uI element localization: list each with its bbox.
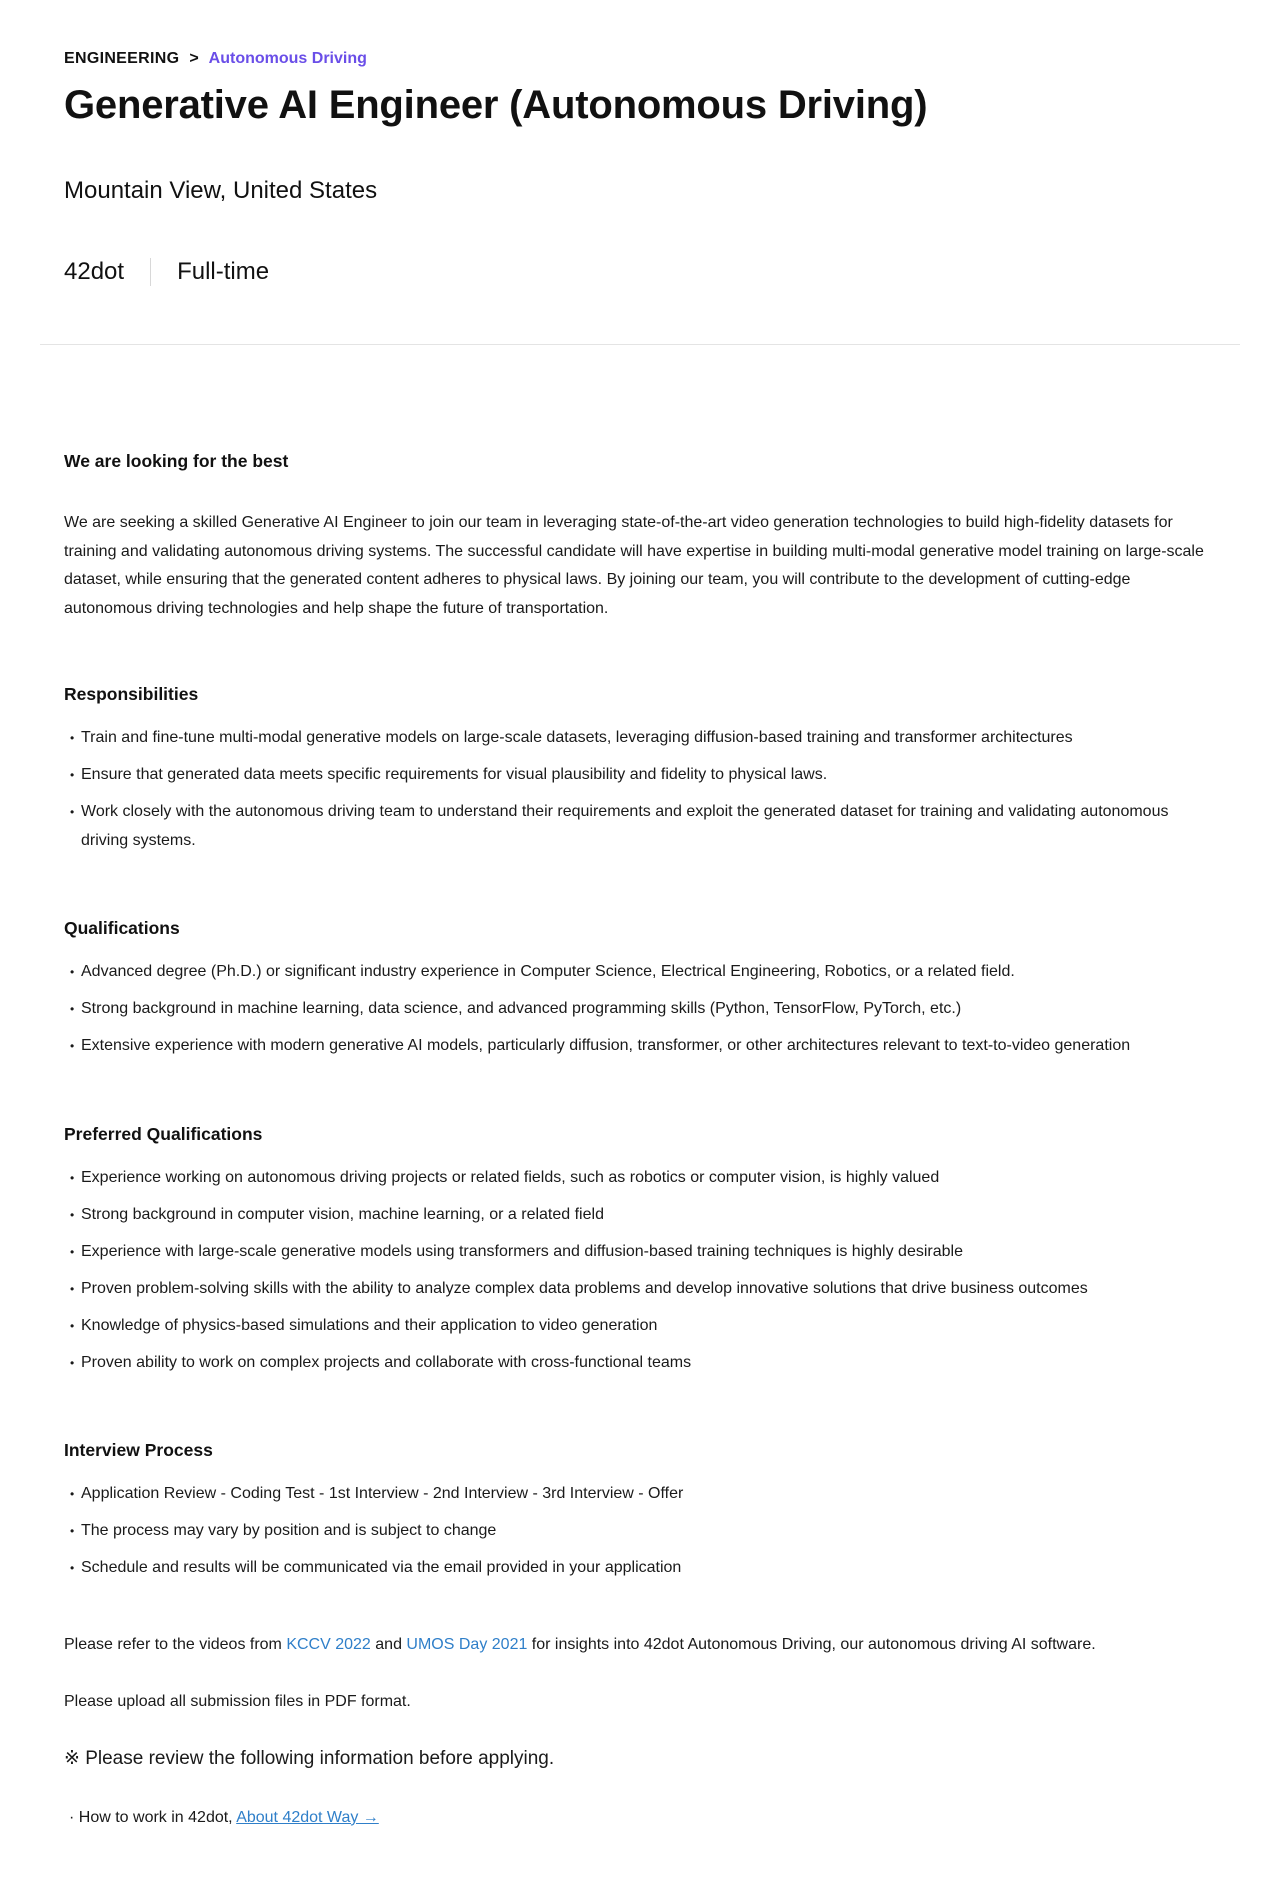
list-item: • Strong background in computer vision, machine learning, or a related field <box>64 1201 1214 1230</box>
videos-middle: and <box>370 1635 407 1653</box>
list-item: • Proven problem-solving skills with the ability to analyze complex data problems and develop innovative solutions that drive business outcomes <box>64 1275 1214 1304</box>
interview-process-list <box>64 1480 1214 1583</box>
responsibilities-heading: Responsibilities <box>64 684 199 704</box>
list-item: • Experience working on autonomous driving projects or related fields, such as robotics or computer vision, is highly valued <box>64 1164 1214 1193</box>
list-item: • Proven ability to work on complex projects and collaborate with cross-functional teams <box>64 1349 1214 1378</box>
intro-heading: We are looking for the best <box>64 451 289 471</box>
meta-divider <box>150 258 151 286</box>
job-description <box>64 448 1214 1832</box>
qualifications-section <box>64 915 1214 1061</box>
list-item: • Work closely with the autonomous driving team to understand their requirements and exploit the generated dataset for training and validating autonomous driving systems. <box>64 798 1214 855</box>
responsibilities-list <box>64 724 1214 855</box>
kccv-video-link[interactable]: KCCV 2022 <box>286 1635 371 1653</box>
list-item: • Schedule and results will be communicated via the email provided in your application <box>64 1554 1214 1583</box>
qualifications-heading: Qualifications <box>64 918 180 938</box>
breadcrumb <box>64 48 1214 70</box>
preferred-qualifications-heading: Preferred Qualifications <box>64 1123 263 1144</box>
preferred-qualifications-section <box>64 1121 1214 1378</box>
list-item: • The process may vary by position and is subject to change <box>64 1517 1214 1546</box>
job-meta <box>64 257 1214 287</box>
qualifications-list <box>64 958 1214 1061</box>
responsibilities-section <box>64 681 1214 855</box>
howto-prefix: · How to work in 42dot, <box>69 1808 237 1826</box>
umos-video-link[interactable]: UMOS Day 2021 <box>406 1635 528 1653</box>
breadcrumb-category[interactable]: ENGINEERING <box>64 50 180 67</box>
list-item: • Experience with large-scale generative models using transformers and diffusion-based training techniques is highly desirable <box>64 1238 1214 1267</box>
job-header <box>64 48 1214 287</box>
job-location: Mountain View, United States <box>64 177 378 204</box>
review-notice: ※ Please review the following information before applying. <box>64 1747 555 1769</box>
videos-suffix: for insights into 42dot Autonomous Driving, our autonomous driving AI software. <box>527 1635 1096 1653</box>
page-title: Generative AI Engineer (Autonomous Driving) <box>64 83 928 127</box>
breadcrumb-team[interactable]: Autonomous Driving <box>208 50 367 67</box>
howto-line <box>64 1804 1214 1832</box>
breadcrumb-separator: > <box>189 50 199 67</box>
intro-body: We are seeking a skilled Generative AI Engineer to join our team in leveraging state-of-the-art video generation technologies to build high-fidelity datasets for training and validating autonomous driving systems. The successful candidate will have expertise in building multi-modal generative model training on large-scale dataset, while ensuring that the generated content adheres to physical laws. By joining our team, you will contribute to the development of cutting-edge autonomous driving technologies and help shape the future of transportation. <box>64 514 1204 617</box>
interview-process-section <box>64 1437 1214 1583</box>
list-item: • Extensive experience with modern generative AI models, particularly diffusion, transformer, or other architectures relevant to text-to-video generation <box>64 1032 1214 1061</box>
about-42dot-way-link[interactable]: About 42dot Way → <box>236 1808 379 1826</box>
employment-type: Full-time <box>177 258 270 285</box>
upload-note: Please upload all submission files in PDF format. <box>64 1692 411 1710</box>
intro-section <box>64 448 1214 623</box>
interview-process-heading: Interview Process <box>64 1440 213 1460</box>
videos-prefix: Please refer to the videos from <box>64 1635 287 1653</box>
list-item: • Application Review - Coding Test - 1st Interview - 2nd Interview - 3rd Interview - Offer <box>64 1480 1214 1509</box>
preferred-qualifications-list <box>64 1164 1214 1378</box>
list-item: • Strong background in machine learning, data science, and advanced programming skills (Python, TensorFlow, PyTorch, etc.) <box>64 995 1214 1024</box>
list-item: • Train and fine-tune multi-modal generative models on large-scale datasets, leveraging diffusion-based training and transformer architectures <box>64 724 1214 753</box>
list-item: • Ensure that generated data meets specific requirements for visual plausibility and fidelity to physical laws. <box>64 761 1214 790</box>
company-name: 42dot <box>64 258 125 285</box>
header-divider <box>40 344 1240 345</box>
list-item: • Knowledge of physics-based simulations and their application to video generation <box>64 1312 1214 1341</box>
videos-paragraph <box>64 1631 1214 1659</box>
list-item: • Advanced degree (Ph.D.) or significant industry experience in Computer Science, Electrical Engineering, Robotics, or a related field. <box>64 958 1214 987</box>
